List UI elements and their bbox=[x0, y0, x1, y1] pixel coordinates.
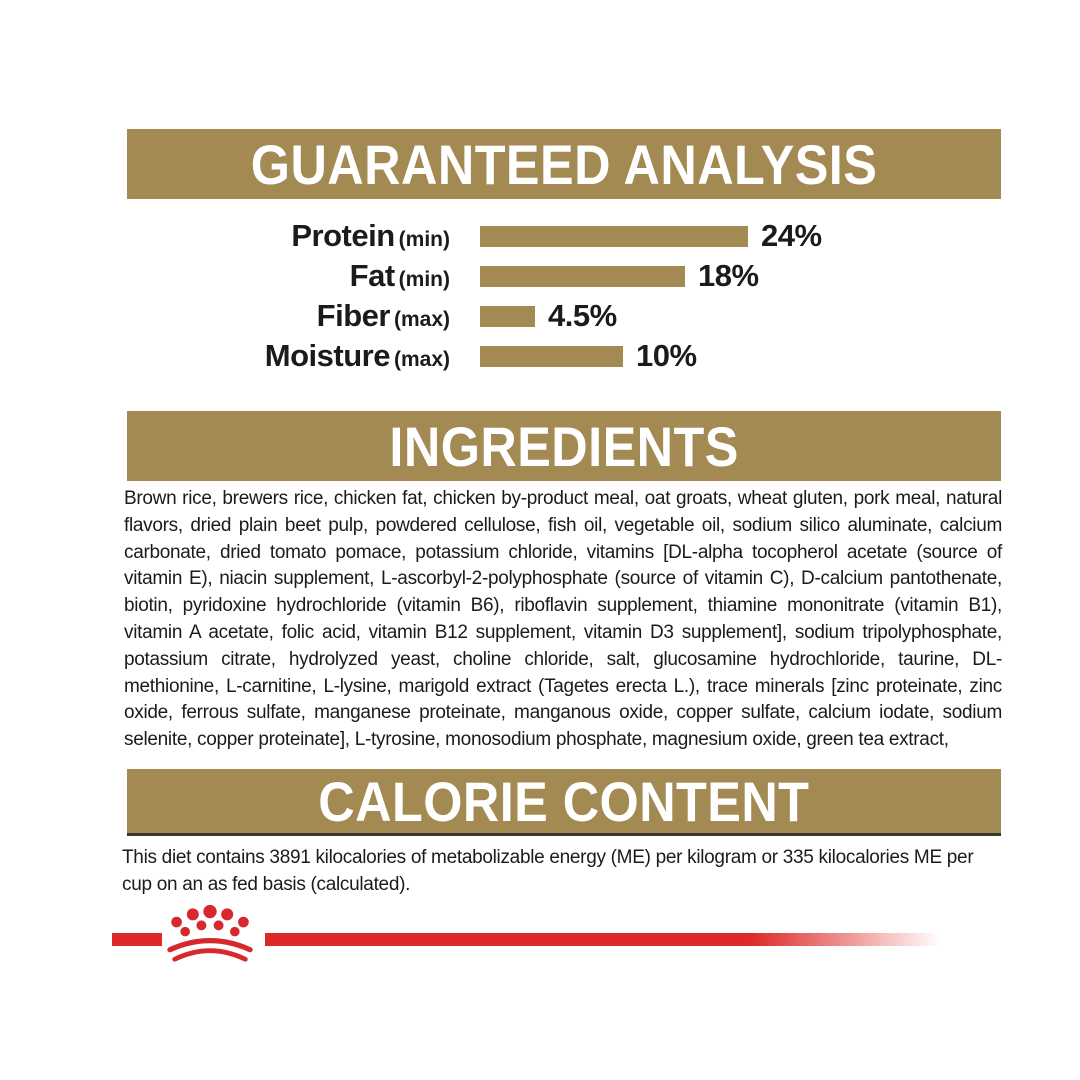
ingredients-header bbox=[127, 411, 1001, 481]
chart-row-label bbox=[127, 298, 480, 334]
chart-row bbox=[127, 216, 1001, 256]
nutrient-qualifier: (min) bbox=[398, 268, 450, 291]
nutrient-name: Moisture bbox=[264, 338, 390, 373]
ingredients-paragraph: Brown rice, brewers rice, chicken fat, chicken by-product meal, oat groats, wheat gluten, pork meal, natural flavors, dried plain beet pulp, powdered cellulose, fish oil, vegetable oil, sodium silico aluminate, calcium carbonate, dried tomato pomace, potassium chloride, vitamins [DL-alpha tocopherol acetate (source of vitamin E), niacin supplement, L-ascorbyl-2-polyphosphate (source of vitamin C), D-calcium pantothenate, biotin, pyridoxine hydrochloride (vitamin B6), riboflavin supplement, thiamine mononitrate (vitamin B1), vitamin A acetate, folic acid, vitamin B12 supplement, vitamin D3 supplement], sodium tripolyphosphate, potassium citrate, hydrolyzed yeast, choline chloride, salt, glucosamine hydrochloride, taurine, DL-methionine, L-carnitine, L-lysine, marigold extract (Tagetes erecta L.), trace minerals [zinc proteinate, zinc oxide, ferrous sulfate, manganese proteinate, manganous oxide, copper sulfate, calcium iodate, sodium selenite, copper proteinate], L-tyrosine, monosodium phosphate, magnesium oxide, green tea extract, bbox=[124, 488, 1002, 751]
chart-row-label bbox=[127, 258, 480, 294]
nutrient-name: Protein bbox=[291, 218, 395, 253]
chart-row bbox=[127, 336, 1001, 376]
nutrient-name: Fat bbox=[349, 258, 395, 293]
chart-bar-value: 18% bbox=[698, 258, 759, 293]
chart-bar-value: 4.5% bbox=[548, 298, 617, 333]
nutrient-name: Fiber bbox=[316, 298, 390, 333]
chart-row bbox=[127, 296, 1001, 336]
royal-canin-crown-icon bbox=[160, 902, 260, 965]
nutrient-qualifier: (max) bbox=[393, 348, 450, 371]
calorie-content-paragraph: This diet contains 3891 kilocalories of metabolizable energy (ME) per kilogram or 335 kilocalories ME per cup on an as fed basis (calculated). bbox=[122, 847, 974, 895]
guaranteed-analysis-header bbox=[127, 129, 1001, 199]
chart-bar-value: 10% bbox=[636, 338, 697, 373]
chart-row-label bbox=[127, 338, 480, 374]
guaranteed-analysis-chart bbox=[127, 216, 1001, 376]
chart-row-label bbox=[127, 218, 480, 254]
red-band-right bbox=[265, 933, 1000, 946]
chart-bar bbox=[480, 306, 535, 327]
nutrient-qualifier: (min) bbox=[398, 228, 450, 251]
chart-bar bbox=[480, 346, 623, 367]
chart-bar bbox=[480, 266, 685, 287]
chart-bar bbox=[480, 226, 748, 247]
calorie-content-title: CALORIE CONTENT bbox=[318, 769, 810, 833]
chart-bar-value: 24% bbox=[761, 218, 822, 253]
red-band-left bbox=[112, 933, 162, 946]
nutrient-qualifier: (max) bbox=[393, 308, 450, 331]
ingredients-title: INGREDIENTS bbox=[389, 414, 739, 478]
chart-row bbox=[127, 256, 1001, 296]
guaranteed-analysis-title: GUARANTEED ANALYSIS bbox=[250, 132, 878, 196]
calorie-content-header bbox=[127, 769, 1001, 836]
